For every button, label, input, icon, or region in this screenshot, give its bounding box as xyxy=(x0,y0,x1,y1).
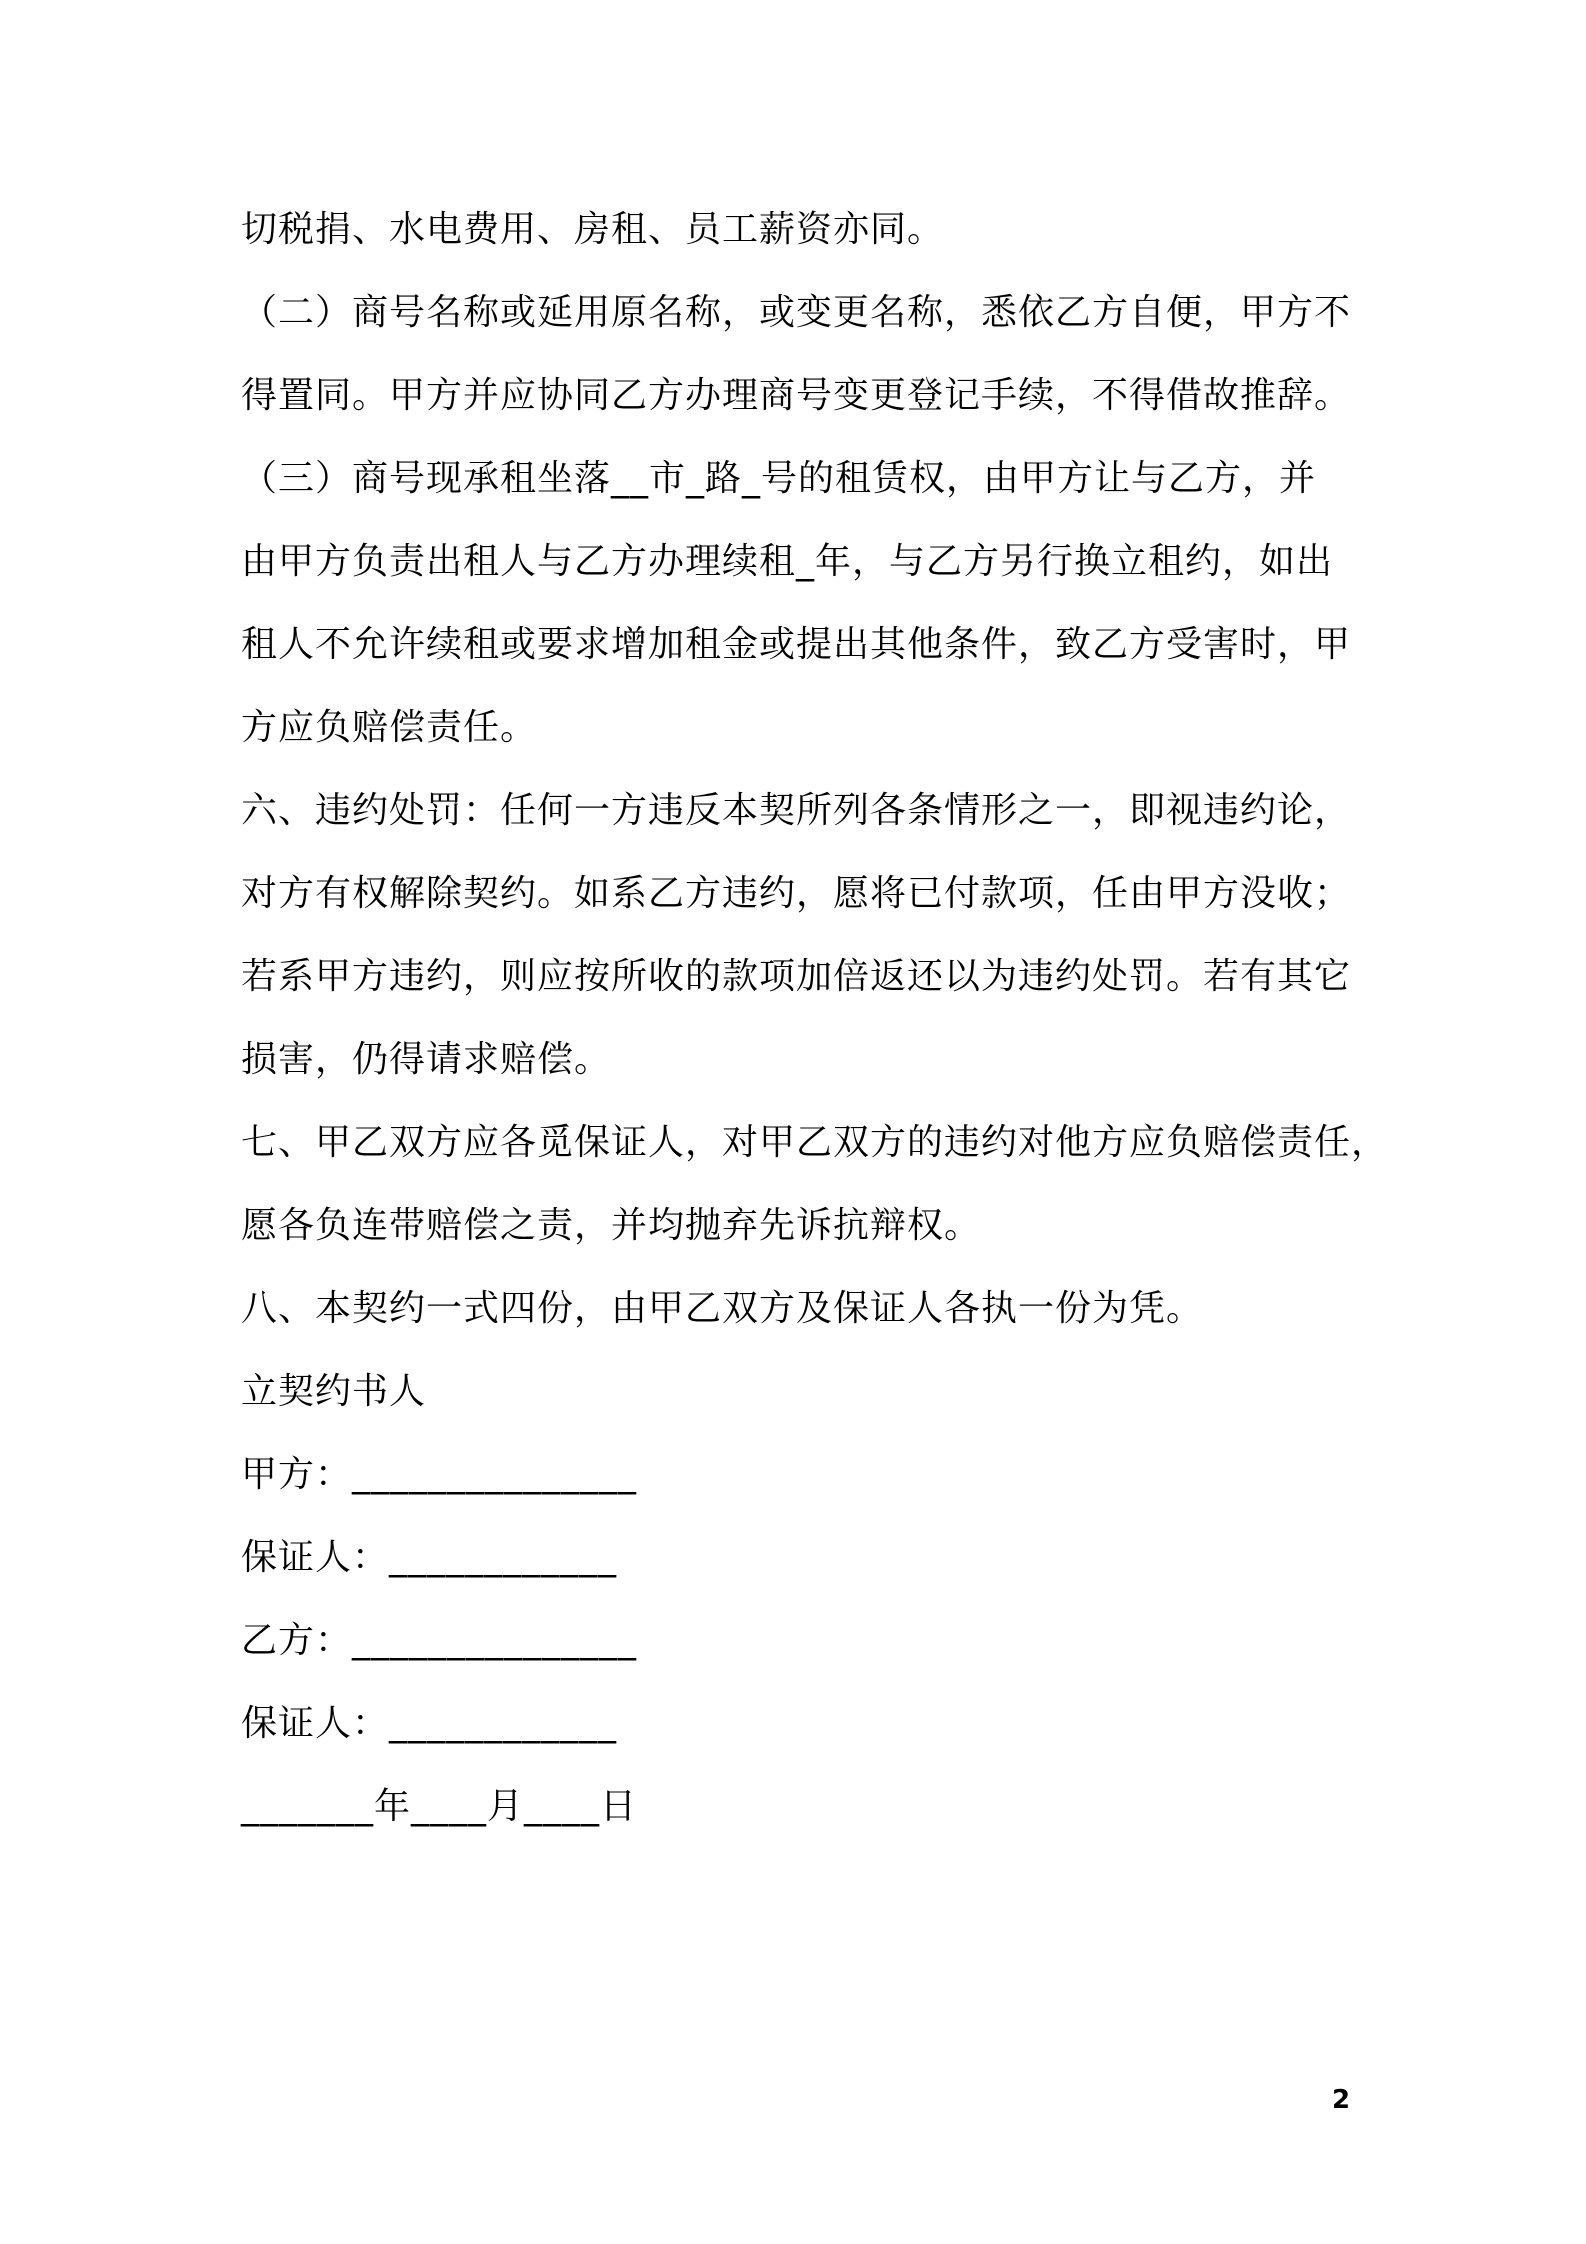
page-number: 2 xyxy=(1332,2085,1351,2115)
paragraph-line: 若系甲方违约，则应按所收的款项加倍返还以为违约处罚。若有其它 xyxy=(241,956,1352,997)
paragraph-line: （三）商号现承租坐落__市_路_号的租赁权，由甲方让与乙方，并 xyxy=(241,458,1317,499)
paragraph-line: 由甲方负责出租人与乙方办理续租_年，与乙方另行换立租约，如出 xyxy=(241,541,1334,582)
paragraph-line: 得置同。甲方并应协同乙方办理商号变更登记手续，不得借故推辞。 xyxy=(241,375,1352,416)
paragraph-line: 愿各负连带赔偿之责，并均抛弃先诉抗辩权。 xyxy=(241,1205,982,1246)
signatory-heading: 立契约书人 xyxy=(241,1371,427,1412)
paragraph-line: 七、甲乙双方应各觅保证人，对甲乙双方的违约对他方应负赔偿责任， xyxy=(241,1122,1389,1163)
party-a-signature-line: 甲方：_______________ xyxy=(241,1454,638,1495)
paragraph-line: 损害，仍得请求赔偿。 xyxy=(241,1039,612,1080)
paragraph-line: 八、本契约一式四份，由甲乙双方及保证人各执一份为凭。 xyxy=(241,1288,1204,1329)
paragraph-line: 租人不允许续租或要求增加租金或提出其他条件，致乙方受害时，甲 xyxy=(241,624,1352,665)
paragraph-line: 切税捐、水电费用、房租、员工薪资亦同。 xyxy=(241,209,945,250)
paragraph-line: 六、违约处罚：任何一方违反本契所列各条情形之一，即视违约论， xyxy=(241,790,1352,831)
guarantor-a-signature-line: 保证人：____________ xyxy=(241,1537,618,1578)
guarantor-b-signature-line: 保证人：____________ xyxy=(241,1703,618,1744)
paragraph-line: 对方有权解除契约。如系乙方违约，愿将已付款项，任由甲方没收； xyxy=(241,873,1352,914)
date-line: _______年____月____日 xyxy=(241,1786,638,1827)
paragraph-line: （二）商号名称或延用原名称，或变更名称，悉依乙方自便，甲方不 xyxy=(241,292,1352,333)
paragraph-line: 方应负赔偿责任。 xyxy=(241,707,538,748)
party-b-signature-line: 乙方：_______________ xyxy=(241,1620,638,1661)
